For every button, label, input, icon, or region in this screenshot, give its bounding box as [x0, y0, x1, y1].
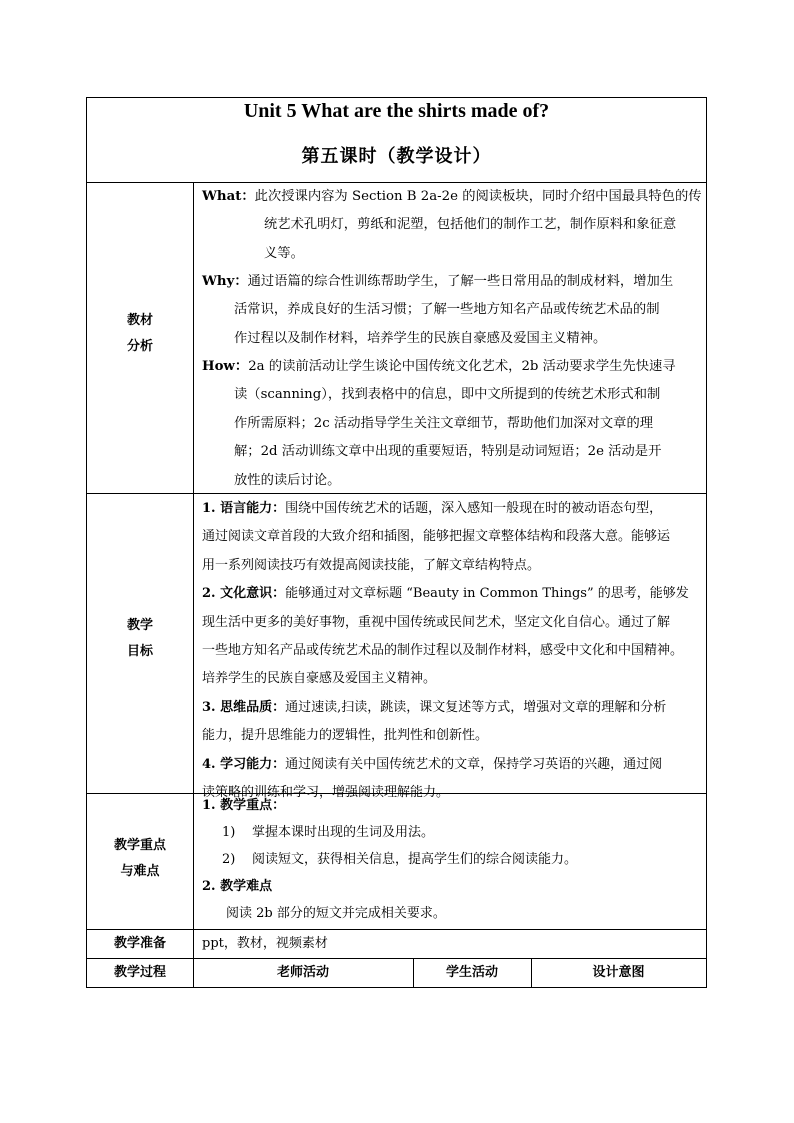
focus-item: 2) 阅读短文，获得相关信息，提高学生们的综合阅读能力。	[222, 852, 578, 867]
objectives-label: 教学 目标	[126, 618, 153, 659]
what-paragraph: What：此次授课内容为 Section B 2a-2e 的阅读板块，同时介绍中国最具特色的传 统艺术孔明灯，剪纸和泥塑，包括他们的制作工艺，制作原料和象征意 义等。	[202, 189, 702, 261]
objective-thinking: 3. 思维品质：通过速读,扫读，跳读，课文复述等方式，增强对文章的理解和分析 能力，提升思维能力的逻辑性，批判性和创新性。	[202, 699, 667, 744]
lesson-subtitle: 第五课时（教学设计）	[301, 146, 492, 167]
lesson-title: Unit 5 What are the shirts made of?	[243, 100, 550, 122]
key-points-content	[202, 792, 577, 927]
preparation-value: ppt，教材，视频素材	[202, 936, 328, 951]
process-header-teacher: 老师活动	[276, 965, 329, 980]
objective-culture: 2. 文化意识：能够通过对文章标题 “Beauty in Common Things” 的思考，能够发 现生活中更多的美好事物，重视中国传统或民间艺术，坚定文化自信心。通过了解 一些地方知名产品或传统艺术品的制作过程以及制作材料，感受中文化和中国精神。 培养学生的民族自豪感及爱国主义精神。	[202, 586, 689, 687]
focus-item: 1) 掌握本课时出现的生词及用法。	[222, 825, 435, 840]
focus-heading: 1. 教学重点：	[202, 798, 286, 813]
process-header-student: 学生活动	[445, 965, 498, 980]
objective-language: 1. 语言能力：围绕中国传统艺术的话题，深入感知一般现在时的被动语态句型， 通过阅读文章首段的大致介绍和插图，能够把握文章整体结构和段落大意。能够运 用一系列阅读技巧有效提高阅读技能，了解文章结构特点。	[202, 501, 671, 573]
objective-learning: 4. 学习能力：通过阅读有关中国传统艺术的文章，保持学习英语的兴趣，通过阅 读策略的训练和学习，增强阅读理解能力。	[202, 756, 663, 801]
difficulty-heading: 2. 教学难点	[202, 879, 273, 894]
preparation-label: 教学准备	[113, 936, 166, 951]
process-header-stage: 教学过程	[113, 965, 166, 980]
key-points-label: 教学重点 与难点	[113, 838, 166, 879]
objectives-list	[202, 495, 689, 807]
why-paragraph: Why：通过语篇的综合性训练帮助学生，了解一些日常用品的制成材料，增加生 活常识，养成良好的生活习惯；了解一些地方知名产品或传统艺术品的制 作过程以及制作材料，培养学生的民族自豪感及爱国主义精神。	[202, 274, 674, 346]
materials-label: 教材 分析	[126, 313, 153, 354]
difficulty-text: 阅读 2b 部分的短文并完成相关要求。	[226, 906, 446, 921]
column-divider	[193, 182, 194, 987]
how-paragraph: How：2a 的读前活动让学生谈论中国传统文化艺术，2b 活动要求学生先快速寻 读（scanning），找到表格中的信息，即中文所提到的传统艺术形式和制 作所需原料；2c 活动指导学生关注文章细节，帮助他们加深对文章的理 解；2d 活动训练文章中出现的重要短语，特别是动词短语；2e 活动是开 放性的读后讨论。	[202, 359, 676, 488]
lesson-plan-table	[86, 97, 707, 988]
process-header-purpose: 设计意图	[592, 965, 645, 980]
